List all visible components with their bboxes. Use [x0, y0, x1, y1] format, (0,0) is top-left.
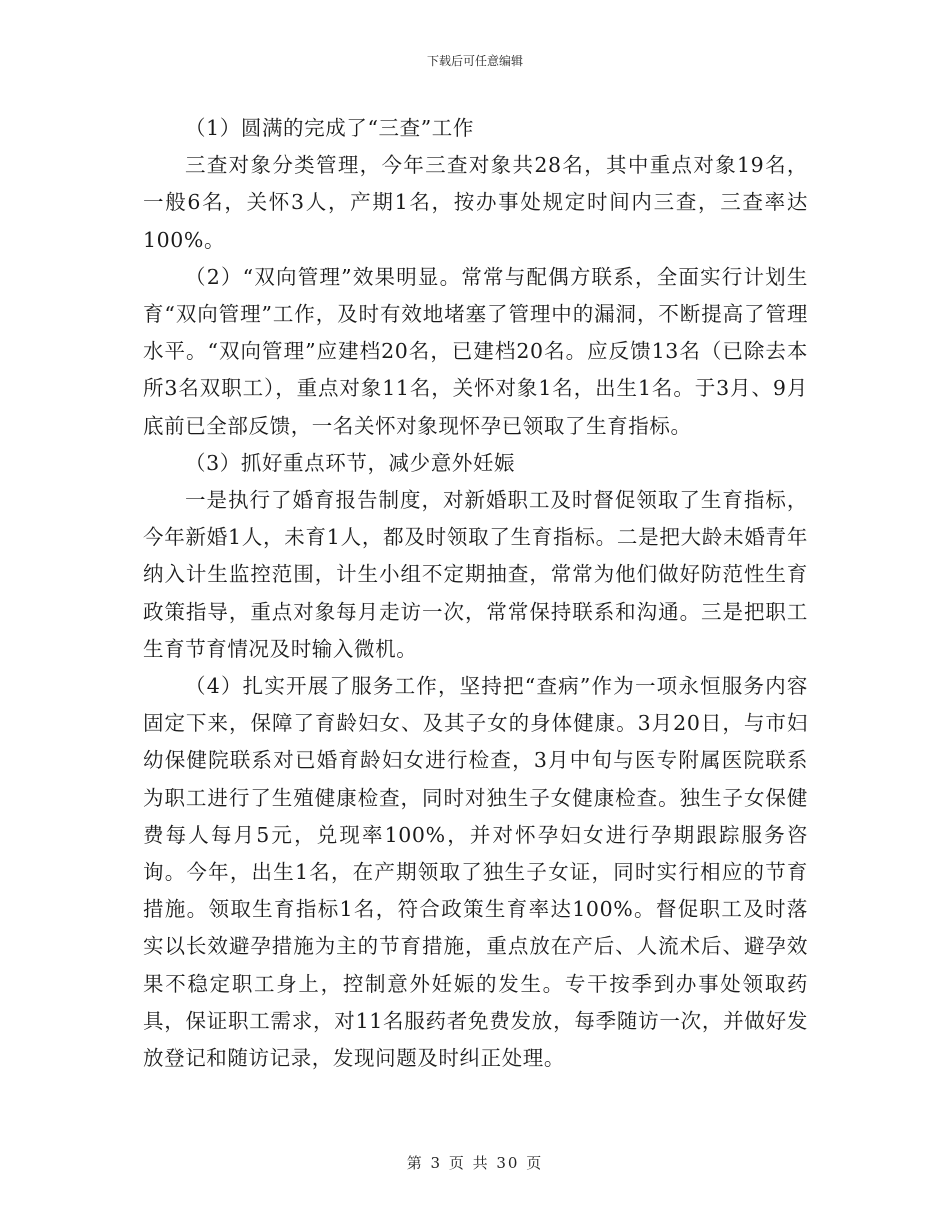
- page-number-footer: 第 3 页 共 30 页: [406, 1154, 544, 1172]
- section-heading-4: （4）扎实开展了服务工作，坚持把“查病”作为一项永恒服务内容固定下来，保障了育龄妇女、及其子女的身体健康。3月20日，与市妇幼保健院联系对已婚育龄妇女进行检查，3月中旬与医专附属医院联系为职工进行了生殖健康检查，同时对独生子女健康检查。独生子女保健费每人每月5元，兑现率100%，并对怀孕妇女进行孕期跟踪服务咨询。今年，出生1名，在产期领取了独生子女证，同时实行相应的节育措施。领取生育指标1名，符合政策生育率达100%。督促职工及时落实以长效避孕措施为主的节育措施，重点放在产后、人流术后、避孕效果不稳定职工身上，控制意外妊娠的发生。专干按季到办事处领取药具，保证职工需求，对11名服药者免费发放，每季随访一次，并做好发放登记和随访记录，发现问题及时纠正处理。: [143, 674, 808, 1071]
- paragraph-3: 一是执行了婚育报告制度，对新婚职工及时督促领取了生育指标，今年新婚1人，未育1人，都及时领取了生育指标。二是把大龄未婚青年纳入计生监控范围，计生小组不定期抽查，常常为他们做好防范性生育政策指导，重点对象每月走访一次，常常保持联系和沟通。三是把职工生育节育情况及时输入微机。: [143, 488, 808, 661]
- section-heading-2: （2）“双向管理”效果明显。常常与配偶方联系，全面实行计划生育“双向管理”工作，及时有效地堵塞了管理中的漏洞，不断提高了管理水平。“双向管理”应建档20名，已建档20名。应反馈13名（已除去本所3名双职工），重点对象11名，关怀对象1名，出生1名。于3月、9月底前已全部反馈，一名关怀对象现怀孕已领取了生育指标。: [143, 264, 808, 438]
- page-header-note: 下载后可任意编辑: [426, 54, 523, 68]
- paragraph-1: 三查对象分类管理，今年三查对象共28名，其中重点对象19名，一般6名，关怀3人，产期1名，按办事处规定时间内三查，三查率达100%。: [143, 153, 808, 252]
- document-body: [143, 110, 808, 1077]
- section-heading-1: （1）圆满的完成了“三查”工作: [185, 116, 475, 140]
- section-heading-3: （3）抓好重点环节，减少意外妊娠: [185, 450, 516, 475]
